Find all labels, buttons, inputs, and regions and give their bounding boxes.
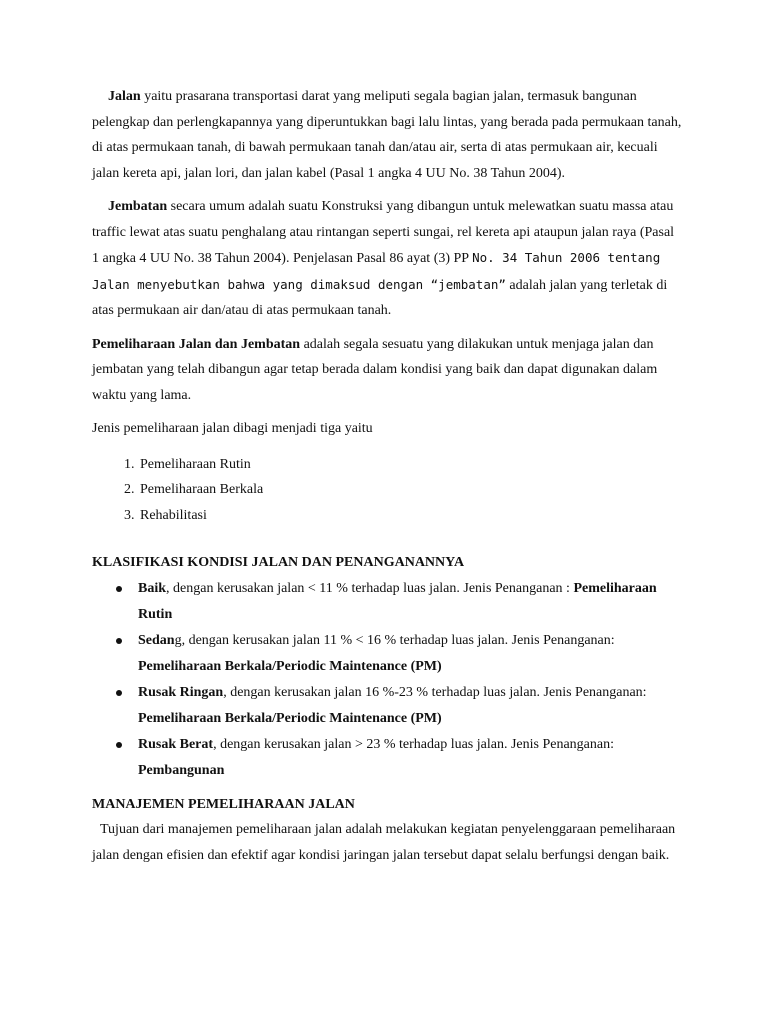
jenis-list bbox=[92, 452, 682, 529]
text-jembatan: secara umum adalah suatu Konstruksi yang dibangun untuk melewatkan suatu massa atau traffic lewat atas suatu penghalang atau rintangan seperti sungai, rel kereta api ataupun jalan raya (Pasal 1 angka 4 UU No. 38 Tahun 2004). Penjelasan Pasal 86 ayat (3) PP bbox=[92, 199, 675, 266]
list-item: 1. Pemeliharaan Rutin bbox=[138, 452, 682, 478]
list-item bbox=[92, 628, 682, 680]
list-item: 2. Pemeliharaan Berkala bbox=[138, 477, 682, 503]
paragraph-jembatan bbox=[92, 194, 682, 324]
list-item bbox=[92, 732, 682, 784]
list-item: 3. Rehabilitasi bbox=[138, 503, 682, 529]
condition-label-suffix: g bbox=[174, 632, 182, 648]
list-item bbox=[92, 680, 682, 732]
text-jalan: yaitu prasarana transportasi darat yang meliputi segala bagian jalan, termasuk bangunan pelengkap dan perlengkapannya yang diperuntukkan bagi lalu lintas, yang berada pada permukaan tanah, di atas permukaan tanah, di bawah permukaan tanah dan/atau air, serta di atas permukaan air, kecuali jalan kereta api, jalan lori, dan jalan kabel (Pasal 1 angka 4 UU No. 38 Tahun 2004). bbox=[92, 89, 682, 181]
handling-label: Pemeliharaan Berkala/Periodic Maintenance (PM) bbox=[138, 658, 442, 674]
paragraph-jalan bbox=[92, 84, 682, 186]
bullet-icon bbox=[116, 742, 122, 748]
condition-text: , dengan kerusakan jalan > 23 % terhadap luas jalan. Jenis Penanganan: bbox=[213, 736, 614, 752]
handling-label: Pemeliharaan Berkala/Periodic Maintenance (PM) bbox=[138, 710, 442, 726]
list-item bbox=[92, 576, 682, 628]
term-pemeliharaan: Pemeliharaan Jalan dan Jembatan bbox=[92, 336, 301, 352]
condition-label: Rusak Berat bbox=[138, 736, 214, 752]
klasifikasi-list bbox=[92, 576, 682, 784]
term-jembatan: Jembatan bbox=[108, 199, 168, 214]
condition-text: , dengan kerusakan jalan 16 %-23 % terhadap luas jalan. Jenis Penanganan: bbox=[223, 684, 647, 700]
bullet-icon bbox=[116, 638, 122, 644]
handling-label: Pemeliharaan Rutin bbox=[138, 580, 657, 622]
paragraph-pemeliharaan bbox=[92, 332, 682, 409]
condition-text: , dengan kerusakan jalan 11 % < 16 % terhadap luas jalan. Jenis Penanganan: bbox=[181, 632, 615, 648]
handling-label: Pembangunan bbox=[138, 762, 225, 778]
condition-label: Baik bbox=[138, 580, 167, 596]
term-jalan: Jalan bbox=[108, 89, 141, 104]
bullet-icon bbox=[116, 690, 122, 696]
document-body bbox=[92, 84, 682, 868]
bullet-icon bbox=[116, 586, 122, 592]
condition-label: Rusak Ringan bbox=[138, 684, 224, 700]
paragraph-jenis-intro: Jenis pemeliharaan jalan dibagi menjadi tiga yaitu bbox=[92, 421, 373, 436]
paragraph-manajemen: Tujuan dari manajemen pemeliharaan jalan adalah melakukan kegiatan penyelenggaraan pemeliharaan jalan dengan efisien dan efektif agar kondisi jaringan jalan tersebut dapat selalu berfungsi dengan baik. bbox=[92, 822, 676, 863]
condition-label: Sedan bbox=[138, 632, 175, 648]
condition-text: , dengan kerusakan jalan < 11 % terhadap luas jalan. Jenis Penanganan : bbox=[166, 580, 574, 596]
heading-manajemen: MANAJEMEN PEMELIHARAAN JALAN bbox=[92, 796, 355, 812]
text-jembatan-mono: No. 34 Tahun 2006 tentang Jalan menyebutkan bahwa yang dimaksud dengan “jembatan” bbox=[92, 250, 661, 292]
text-pemeliharaan: adalah segala sesuatu yang dilakukan untuk menjaga jalan dan jembatan yang telah dibangun agar tetap berada dalam kondisi yang baik dan dapat digunakan dalam waktu yang lama. bbox=[92, 336, 658, 403]
text-jembatan-tail: adalah jalan yang terletak di atas permukaan air dan/atau di atas permukaan tanah. bbox=[92, 277, 668, 318]
heading-klasifikasi: KLASIFIKASI KONDISI JALAN DAN PENANGANANNYA bbox=[92, 555, 465, 570]
